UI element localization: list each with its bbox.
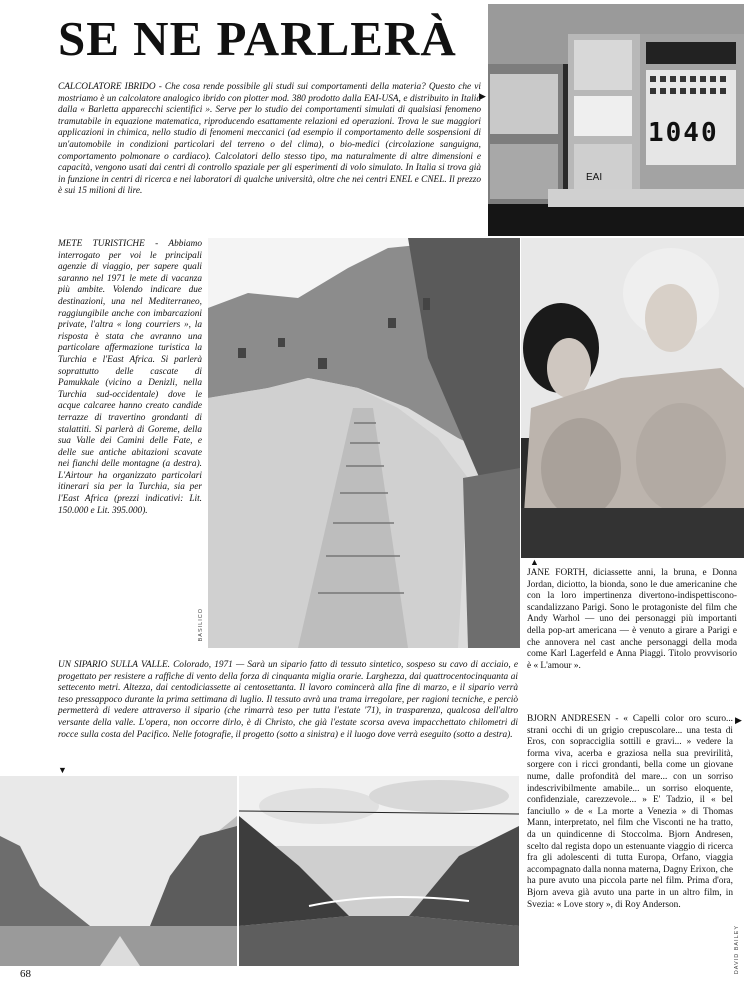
article-calcolatore-heading: CALCOLATORE IBRIDO (58, 82, 156, 92)
photo-credit-bjorn: DAVID BAILEY (734, 925, 740, 975)
marker-right-arrow: ▶ (479, 91, 486, 101)
article-bjorn-heading: BJORN ANDRESEN (527, 714, 611, 724)
article-sipario-body: Colorado, 1971 — Sarà un sipario fatto di tessuto sintetico, sospeso su cavo di acciaio, e progettato per resistere a raffiche di vento della forza di cinquanta miglia orarie. Larghezza, dai quattrocentocinquanta ai settecento metri. Altezza, dai centodiciassette ai centosettanta. Il lavoro comincerà alla fine di marzo, e il sipario verrà teso pressappoco durante la prima settimana di luglio. Il tessuto avrà una trama irregolare, per ragioni tecniche, e perciò permetterà di vedere attraverso il sipario (che rimarrà teso per tutta l'estate '71), in trasparenza, qualcosa dell'altro versante della valle. L'opera, non occorre dirlo, è di Christo, che già l'estate scorsa aveva impacchettato chilometri di rocce sulla costa del Pacifico. Nelle fotografie, il progetto (sotto a sinistra) e il luogo dove verrà eseguito (sotto a destra). (58, 660, 518, 740)
valley-site-photo (239, 776, 519, 966)
photo-credit-stairs: BASILICO (198, 608, 204, 642)
article-calcolatore-body: - Che cosa rende possibile gli studi sui comportamenti della materia? Questo che vi mostriamo è un calcolatore analogico ibrido con plotter mod. 380 prodotto dalla EAI-USA, e distribuito in Italia dalla « Barletta apparecchi scientifici ». Serve per lo studio dei comportamenti simulati di qualsiasi fenomeno tramutabile in equazione matematica, riproducendo esattamente relazioni ed operazioni. Trova le sue maggiori applicazioni in chimica, nello studio di fenomeni meccanici (ad esempio il comportamento delle sospensioni di un'automobile in condizioni particolari del terreno o del clima), o bio-medici (circolazione sanguigna, comportamento polmonare o cardiaco). Calcolatori dello stesso tipo, ma naturalmente di altre dimensioni e capacità, vengono usati dai centri di controllo spaziale per gli esperimenti di volo simulato. In Italia si trova già in funzione in centri di ricerca e nei laboratori di qualche università, oltre che nei centri ENEL e CNEL. Il prezzo è sui 15 milioni di lire. (58, 82, 481, 197)
article-mete-heading: METE TURISTICHE (58, 239, 145, 249)
article-mete-body: - Abbiamo interrogato per voi le principali agenzie di viaggio, per sapere quali saranno nel 1971 le mete di vacanza più ambite. Volendo indicare due destinazioni, una nel Mediterraneo, raggiungibile anche con imbarcazioni private, l'altra « long courriers », la risposta è stata che avranno una particolare affermazione turistica la Turchia e l'East Africa. Si parlerà soprattutto delle cascate di Pamukkale (vicino a Denizli, nella Turchia sud-occidentale) dove le acque calcaree hanno creato candide terrazze di travertino grondanti di stalattiti. Si parlerà di Goreme, della sua Valle dei Camini delle Fate, e delle sue antiche abitazioni scavate nei fianchi delle montagne (a destra). L'Airtour ha organizzato particolari itinerari sia per la Turchia, sia per l'East Africa (prezzi indicativi: Lit. 150.000 e Lit. 395.000). (58, 239, 202, 516)
goreme-stairs-photo (198, 238, 520, 648)
article-bjorn (527, 714, 733, 911)
article-mete (58, 239, 202, 517)
article-jane-body: JANE FORTH, diciassette anni, la bruna, e Donna Jordan, diciotto, la bionda, sono le due americanine che con la loro impertinenza divertono-indispettiscono-scandalizzano Parigi. Sono le protagoniste del film che Andy Warhol — uno dei personaggi più importanti della pop-art americana — è venuto a girare a Parigi e che annovera nel cast anche personaggi della moda come Karl Lagerfeld e Anna Piaggi. Titolo provvisorio è « L'amour ». (527, 568, 737, 671)
marker-up-arrow: ▲ (530, 557, 539, 567)
page-title: SE NE PARLERÀ (58, 11, 457, 66)
curtain-project-photo (0, 776, 237, 966)
jane-donna-photo (521, 238, 744, 558)
article-calcolatore (58, 82, 481, 198)
marker-right-arrow-bjorn: ▶ (735, 715, 742, 725)
computer-photo (488, 4, 744, 236)
computer-brand-label: EAI (586, 172, 603, 183)
marker-down-arrow: ▼ (58, 765, 67, 775)
article-jane (527, 568, 737, 672)
article-bjorn-body: - « Capelli color oro scuro... strani occhi di un grigio crepuscolare... una testa di Eros, con sopracciglia sottili e gravi... » vedere la forma viva, acerba e graziosa nella sua previrilità, sorgere con i ricci grondanti, bella come un giovane nume, dalle profondità del mare... con un sorriso indescrivibilmente amabile... un sorriso eloquente, confidenziale, carezzevole... » E' Tadzio, il « bel fanciullo » de « La morte a Venezia » di Thomas Mann, interpretato, nel film che Visconti ne ha tratto, da un quindicenne di Stoccolma. Bjorn Andresen, scelto dal regista dopo un estenuante viaggio di ricerca fra gli adolescenti di tutta Europa, Orfano, viaggia accompagnato dalla nonna materna, Dagny Erixon, che ha pure avuto una piccola parte nel film. Prima d'ora, Bjorn aveva già avuto una parte in un altro film, in Svezia: « Love story », di Roy Anderson. (527, 714, 733, 910)
page-number: 68 (20, 968, 31, 980)
computer-display-readout: 1040 (648, 118, 719, 148)
article-sipario-heading: UN SIPARIO SULLA VALLE. (58, 660, 170, 670)
article-sipario (58, 660, 518, 741)
